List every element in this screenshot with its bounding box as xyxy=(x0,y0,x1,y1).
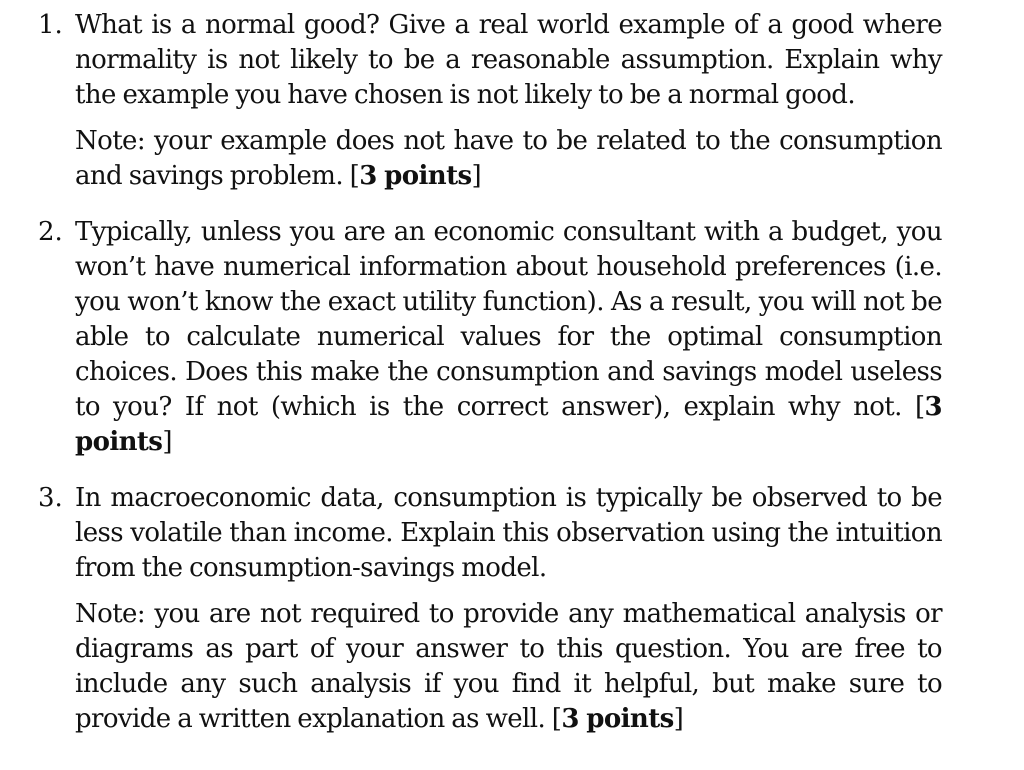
question-number: 3. xyxy=(38,483,63,513)
paragraph-text: Note: your example does not have to be related to the consumption and savings problem. xyxy=(75,126,942,191)
question-number: 2. xyxy=(38,217,63,247)
question-text xyxy=(75,481,942,586)
paragraph-text: Note: you are not required to provide any mathematical analysis or diagrams as part of your answer to this question. You are free to include any such analysis if you find it helpful, but make sure to provide a written explanation as well. xyxy=(75,599,942,734)
question-note: Note: you are not required to provide any mathematical analysis or diagrams as part of your answer to this question. You are free to include any such analysis if you find it helpful, but make sure to provide a written explanation as well. [3 points] xyxy=(75,599,942,734)
question-3 xyxy=(38,481,942,737)
paragraph-text: What is a normal good? Give a real world example of a good where normality is not likely to be a reasonable assumption. Explain why the example you have chosen is not likely to be a normal good. xyxy=(75,10,942,110)
paragraph-text: In macroeconomic data, consumption is typically be observed to be less volatile than income. Explain this observation using the intuition from the consumption-savings model. xyxy=(75,483,942,583)
points-label: 3 points xyxy=(359,161,472,191)
paragraph-text: Typically, unless you are an economic consultant with a budget, you won’t have numerical information about household preferences (i.e. you won’t know the exact utility function). As a result, you will not be able to calculate numerical values for the optimal consumption choices. Does this make the consumption and savings model useless to you? If not (which is the correct answer), explain why not. xyxy=(75,217,942,422)
question-text xyxy=(75,8,942,113)
problem-set xyxy=(38,8,942,737)
points-label: 3 points xyxy=(75,392,942,457)
question-2 xyxy=(38,215,942,460)
question-text: Typically, unless you are an economic consultant with a budget, you won’t have numerical information about household preferences (i.e. you won’t know the exact utility function). As a result, you will not be able to calculate numerical values for the optimal consumption choices. Does this make the consumption and savings model useless to you? If not (which is the correct answer), explain why not. [3 points] xyxy=(75,217,942,457)
question-1 xyxy=(38,8,942,194)
question-note: Note: your example does not have to be related to the consumption and savings problem. [3 points] xyxy=(75,126,942,191)
points-label: 3 points xyxy=(561,704,674,734)
question-number: 1. xyxy=(38,10,63,40)
